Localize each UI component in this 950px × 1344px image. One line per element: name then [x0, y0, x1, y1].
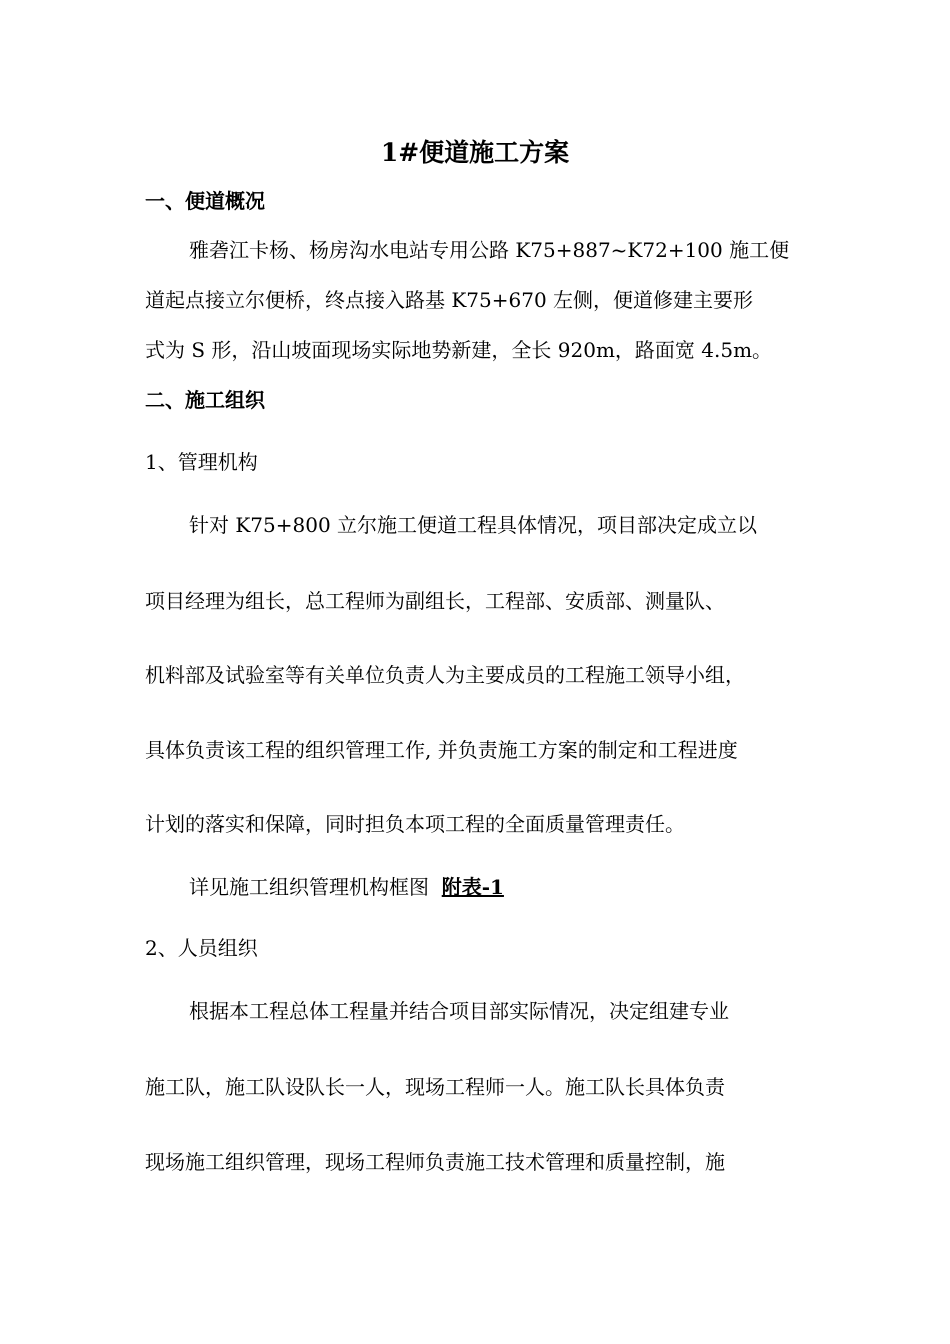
subsection-1-paragraph-line: 针对 K75+800 立尔施工便道工程具体情况，项目部决定成立以: [189, 513, 758, 537]
subsection-2-paragraph-line: 施工队，施工队设队长一人，现场工程师一人。施工队长具体负责: [145, 1075, 725, 1099]
section-1-paragraph-line: 道起点接立尔便桥，终点接入路基 K75+670 左侧，便道修建主要形: [145, 288, 754, 312]
subsection-1-paragraph-line: 机料部及试验室等有关单位负责人为主要成员的工程施工领导小组，: [145, 663, 745, 687]
subsection-1-paragraph-line: 项目经理为组长，总工程师为副组长，工程部、安质部、测量队、: [145, 589, 725, 613]
subsection-2-paragraph-line: 现场施工组织管理，现场工程师负责施工技术管理和质量控制，施: [145, 1150, 725, 1174]
subsection-2-paragraph-line: 根据本工程总体工程量并结合项目部实际情况，决定组建专业: [189, 999, 729, 1023]
section-1-paragraph-line: 式为 S 形，沿山坡面现场实际地势新建，全长 920m，路面宽 4.5m。: [145, 338, 773, 362]
org-chart-reference: [189, 875, 514, 899]
subsection-1-heading: 1、管理机构: [145, 450, 258, 474]
org-chart-reference-text: 详见施工组织管理机构框图: [189, 875, 429, 899]
section-1-heading: 一、便道概况: [145, 189, 265, 213]
subsection-2-heading: 2、人员组织: [145, 936, 258, 960]
document-title: 1#便道施工方案: [380, 138, 570, 167]
section-2-heading: 二、施工组织: [145, 388, 265, 412]
appendix-link[interactable]: 附表-1: [441, 875, 504, 899]
subsection-1-paragraph-line: 计划的落实和保障，同时担负本项工程的全面质量管理责任。: [145, 812, 685, 836]
section-1-paragraph-line: 雅砻江卡杨、杨房沟水电站专用公路 K75+887~K72+100 施工便: [189, 238, 790, 262]
subsection-1-paragraph-line: 具体负责该工程的组织管理工作, 并负责施工方案的制定和工程进度: [145, 738, 738, 762]
